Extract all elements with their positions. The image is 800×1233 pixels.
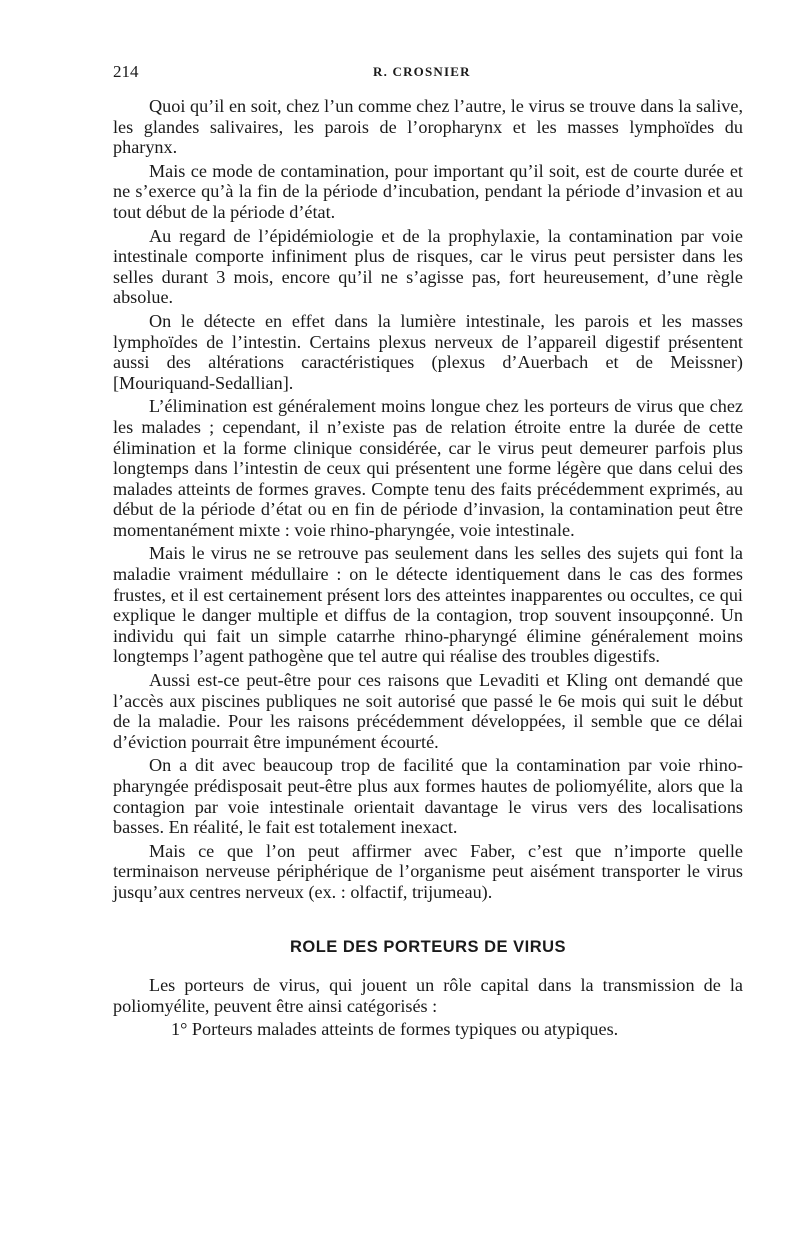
section-intro-paragraph: Les porteurs de virus, qui jouent un rôle capital dans la transmission de la poliomyélite, peuvent être ainsi catégorisés : [113,975,743,1016]
page-number: 214 [113,62,139,81]
paragraph: Mais le virus ne se retrouve pas seulement dans les selles des sujets qui font la maladie vraiment médullaire : on le détecte identiquement dans le cas des formes frustes, et il est certainement présent lors des atteintes inapparentes ou occultes, ce qui explique le danger multiple et diffus de la contagion, trop souvent insoupçonné. Un individu qui fait un simple catarrhe rhino-pharyngé élimine généralement moins longtemps l’agent pathogène que tel autre qui réalise des troubles digestifs. [113,543,743,667]
paragraph: L’élimination est généralement moins longue chez les porteurs de virus que chez les malades ; cependant, il n’existe pas de relation étroite entre la durée de cette élimination et la forme clinique considérée, car le virus peut demeurer parfois plus longtemps dans l’intestin de ceux qui présentent une forme légère que dans celui des malades atteints de formes graves. Compte tenu des faits précédemment exprimés, au début de la période d’état ou en fin de période d’invasion, la contamination peut être momentanément mixte : voie rhino-pharyngée, voie intestinale. [113,396,743,540]
paragraph: Aussi est-ce peut-être pour ces raisons que Levaditi et Kling ont demandé que l’accès aux piscines publiques ne soit autorisé que passé le 6e mois qui suit le début de la maladie. Pour les raisons précédemment développées, il semble que ce délai d’éviction pourrait être impunément écourté. [113,670,743,752]
page-header [113,62,743,86]
paragraph: Mais ce que l’on peut affirmer avec Faber, c’est que n’importe quelle terminaison nerveuse périphérique de l’organisme peut aisément transporter le virus jusqu’aux centres nerveux (ex. : olfactif, trijumeau). [113,840,743,902]
paragraph: On le détecte en effet dans la lumière intestinale, les parois et les masses lymphoïdes de l’intestin. Certains plexus nerveux de l’appareil digestif présentent aussi des altérations caractéristiques (plexus d’Auerbach et de Meissner) [Mouriquand-Sedallian]. [113,310,743,393]
paragraph: Mais ce mode de contamination, pour important qu’il soit, est de courte durée et ne s’exerce qu’à la fin de la période d’incubation, pendant la période d’invasion et au tout début de la période d’état. [113,160,743,222]
running-head-author: R. CROSNIER [373,64,471,79]
body-text [113,96,743,1043]
paragraph: Au regard de l’épidémiologie et de la prophylaxie, la contamination par voie intestinale comporte infiniment plus de risques, car le virus peut persister dans les selles durant 3 mois, encore qu’il ne s’agisse pas, fort heureusement, d’une règle absolue. [113,225,743,308]
list-item: 1° Porteurs malades atteints de formes typiques ou atypiques. [171,1019,619,1040]
section-heading: ROLE DES PORTEURS DE VIRUS [289,937,567,956]
paragraph: Quoi qu’il en soit, chez l’un comme chez l’autre, le virus se trouve dans la salive, les glandes salivaires, les parois de l’oropharynx et les masses lymphoïdes du pharynx. [113,96,743,158]
paragraph: On a dit avec beaucoup trop de facilité que la contamination par voie rhino-pharyngée prédisposait peut-être plus aux formes hautes de poliomyélite, alors que la contagion par voie intestinale orientait davantage le virus vers des localisations basses. En réalité, le fait est totalement inexact. [113,755,743,838]
